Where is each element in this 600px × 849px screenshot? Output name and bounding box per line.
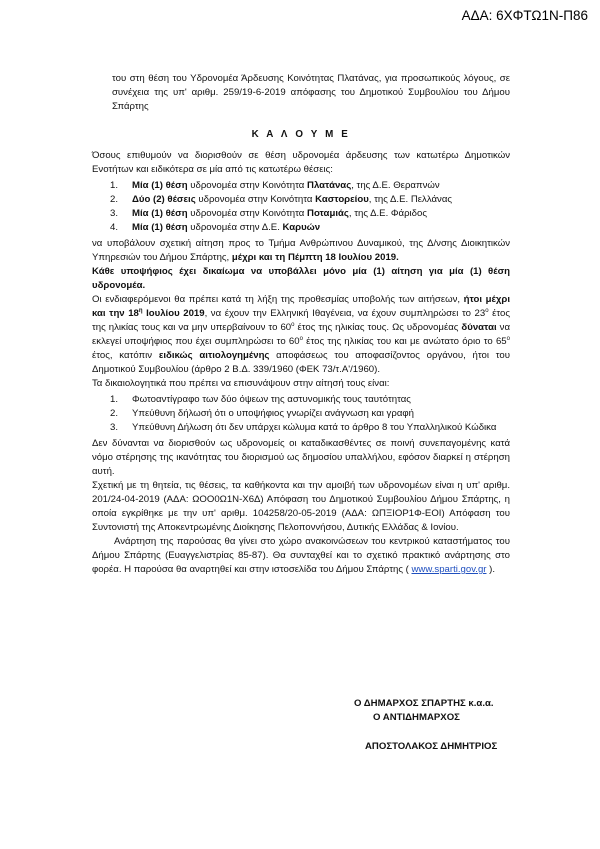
exclusion-paragraph: Δεν δύνανται να διορισθούν ως υδρονομείς οι καταδικασθέντες σε ποινή συνεπαγομένης κατά νόμο στέρησης της ικανότητας του διορισμού ως δημοσίου υπαλλήλου, εφόσον διαρκεί η στέρηση αυτή. [92, 438, 510, 477]
intro-paragraph: του στη θέση του Υδρονομέα Άρδευσης Κοινότητας Πλατάνας, για προσωπικούς λόγους, σε συνέχεια της υπ' αριθμ. 259/19-6-2019 απόφασης του Δημοτικού Συμβουλίου του Δήμου Σπάρτης [112, 73, 510, 112]
ada-code: ΑΔΑ: 6ΧΦΤΩ1Ν-Π86 [461, 8, 588, 23]
list-item: 4. Μία (1) θέση υδρονομέα στην Δ.Ε. Καρυών [110, 222, 321, 233]
list-item: 2. Δύο (2) θέσεις υδρονομέα στην Κοινότητα Καστορείου, της Δ.Ε. Πελλάνας [110, 194, 452, 205]
signature-mayor-title: Ο ΔΗΜΑΡΧΟΣ ΣΠΑΡΤΗΣ κ.α.α. [354, 698, 494, 709]
signature-deputy-title: Ο ΑΝΤΙΔΗΜΑΡΧΟΣ [373, 712, 460, 723]
documents-list [92, 393, 510, 435]
salary-paragraph: Σχετική με τη θητεία, τις θέσεις, τα καθήκοντα και την αμοιβή των υδρονομέων είναι η υπ' αριθμ. 201/24-04-2019 (ΑΔΑ: ΩΟΟ0Ω1Ν-Χ6Δ) Απόφαση του Δημοτικού Συμβουλίου Δήμου Σπάρτης, η οποία εγκρίθηκε με την υπ' αριθμ. 104258/20-05-2019 (ΑΔΑ: ΩΠΞΙΟΡ1Φ-ΕΟΙ) Απόφαση του Συντονιστή της Αποκεντρωμένης Διοίκησης Πελοποννήσου, Δυτικής Ελλάδας & Ιονίου. [92, 480, 510, 533]
posting-paragraph: Ανάρτηση της παρούσας θα γίνει στο χώρο ανακοινώσεων του κεντρικού καταστήματος του Δήμου Σπάρτης (Ευαγγελιστρίας 85-87). Θα συνταχθεί και το σχετικό πρακτικό ανάρτησης στο φορέα. Η παρούσα θα αναρτηθεί και στην ιστοσελίδα του Δήμου Σπάρτης ( www.sparti.gov.gr ). [92, 536, 510, 575]
one-application-note: Κάθε υποψήφιος έχει δικαίωμα να υποβάλλει μόνο μία (1) αίτηση για μία (1) θέση υδρονομέα. [92, 266, 510, 291]
website-link[interactable]: www.sparti.gov.gr [411, 564, 487, 575]
docs-heading: Τα δικαιολογητικά που πρέπει να επισυνάψουν στην αίτησή τους είναι: [92, 378, 390, 389]
list-item: 1. Φωτοαντίγραφο των δύο όψεων της αστυνομικής τους ταυτότητας [110, 394, 411, 405]
document-title: Κ Α Λ Ο Υ Μ Ε [251, 129, 351, 140]
call-paragraph: Όσους επιθυμούν να διορισθούν σε θέση υδρονομέα άρδευσης των κατωτέρω Δημοτικών Ενοτήτων και ειδικότερα σε μία από τις κατωτέρω θέσεις: [92, 150, 510, 175]
submission-paragraph: να υποβάλουν σχετική αίτηση προς το Τμήμα Ανθρώπινου Δυναμικού, της Δ/νσης Διοικητικών Υπηρεσιών του Δήμου Σπάρτης, μέχρι και τη Πέμπτη 18 Ιουλίου 2019. [92, 238, 510, 263]
document-body [92, 72, 510, 577]
list-item: 3. Μία (1) θέση υδρονομέα στην Κοινότητα Ποταμιάς, της Δ.Ε. Φάριδος [110, 208, 427, 219]
list-item: 1. Μία (1) θέση υδρονομέα στην Κοινότητα Πλατάνας, της Δ.Ε. Θεραπνών [110, 180, 440, 191]
positions-list [92, 179, 510, 235]
list-item: 2. Υπεύθυνη δήλωσή ότι ο υποψήφιος γνωρίζει ανάγνωση και γραφή [110, 408, 414, 419]
signatory-name: ΑΠΟΣΤΟΛΑΚΟΣ ΔΗΜΗΤΡΙΟΣ [365, 741, 498, 752]
list-item: 3. Υπεύθυνη Δήλωση ότι δεν υπάρχει κώλυμα κατά το άρθρο 8 του Υπαλληλικού Κώδικα [110, 422, 497, 433]
conditions-paragraph: Οι ενδιαφερόμενοι θα πρέπει κατά τη λήξη της προθεσμίας υποβολής των αιτήσεων, ήτοι μέχρι και την $18^\eta$ Ιουλίου 2019, να έχουν την Ελληνική Ιθαγένεια, να έχουν συμπληρώσει το $23^o$ έτος της ηλικίας τους και να μην υπερβαίνουν το $60^o$ έτος της ηλικίας τους. Ως υδρονομέας δύναται να εκλεγεί υποψήφιος που έχει συμπληρώσει το $60^o$ έτος της ηλικίας του και με ανώτατο όριο το $65^o$ έτος, κατόπιν ειδικώς αιτιολογημένης αποφάσεως του αποφασίζοντος οργάνου, ήτοι του Δημοτικού Συμβουλίου (άρθρο 2 Β.Δ. 339/1960 (ΦΕΚ 73/τ.Α'/1960). [92, 294, 511, 375]
